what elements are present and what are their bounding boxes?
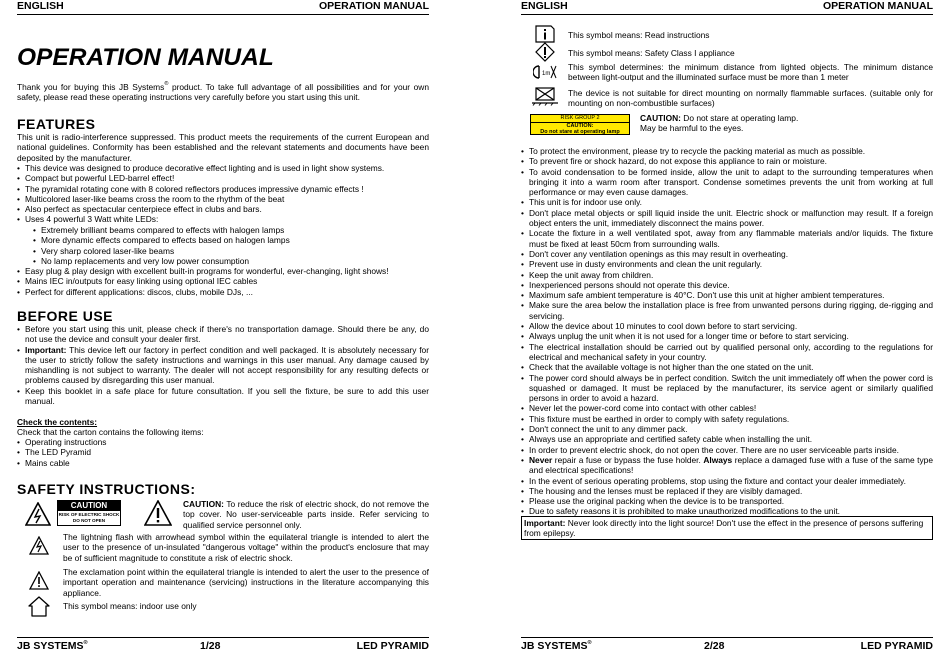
check-contents-list bbox=[17, 437, 429, 468]
list-item: • This fixture must be earthed in order to comply with safety regulations. bbox=[521, 414, 933, 424]
list-item: • Make sure the area below the installation place is free from unwanted persons during rigging, de-rigging and servicing. bbox=[521, 300, 933, 321]
check-contents-heading: Check the contents: bbox=[17, 417, 98, 427]
before-use-list bbox=[17, 324, 429, 406]
list-item: • Perfect for different applications: discos, clubs, mobile DJs, ... bbox=[17, 287, 429, 297]
exclamation-text: The exclamation point within the equilateral triangle is intended to alert the user to the presence of important operation and maintenance (servicing) instructions in the literature accompanying this appliance. bbox=[63, 567, 429, 598]
list-item: • Also perfect as spectacular centerpiece effect in clubs and bars. bbox=[17, 204, 429, 214]
before-use-heading: BEFORE USE bbox=[17, 308, 114, 324]
list-item: • Locate the fixture in a well ventilated spot, away from any flammable materials and/or liquids. The fixture must be fixed at least 50cm from surrounding walls. bbox=[521, 228, 933, 249]
features-sublist bbox=[17, 225, 429, 266]
intro-paragraph: Thank you for buying this JB Systems® product. To take full advantage of all possibilities and for your own safety, please read these operating instructions very carefully before you start using this unit. bbox=[17, 81, 429, 103]
footer-page-number: 2/28 bbox=[704, 640, 725, 652]
list-item: • Keep this booklet in a safe place for future consultation. If you sell the fixture, be sure to add this user manual. bbox=[17, 386, 429, 407]
svg-text:1m: 1m bbox=[542, 71, 551, 77]
left-page bbox=[17, 0, 429, 654]
list-item: • Easy plug & play design with excellent built-in programs for wonderful, ever-changing, light shows! bbox=[17, 266, 429, 276]
list-item: • Prevent use in dusty environments and clean the unit regularly. bbox=[521, 259, 933, 269]
page-footer bbox=[521, 637, 933, 653]
list-item: • Don't connect the unit to any dimmer pack. bbox=[521, 424, 933, 434]
features-heading: FEATURES bbox=[17, 116, 96, 132]
features-list bbox=[17, 163, 429, 225]
list-item: • No lamp replacements and very low power consumption bbox=[33, 256, 429, 266]
list-item: • Important: This device left our factory in perfect condition and well packaged. It is absolutely necessary for the user to strictly follow the safety instructions and warnings in this user manual. Any damage caused by mishandling is not subject to warranty. The dealer will not accept responsibility for any resulting defects or problems caused by disregarding this user manual. bbox=[17, 345, 429, 386]
list-item: • Mains cable bbox=[17, 458, 429, 468]
list-item: • To avoid condensation to be formed inside, allow the unit to adapt to the surrounding temperatures when bringing it into a warm room after transport. Condense sometimes prevents the unit from working at full performance or may even cause damages. bbox=[521, 167, 933, 198]
list-item: • Never repair a fuse or bypass the fuse holder. Always replace a damaged fuse with a fuse of the same type and electrical specifications! bbox=[521, 455, 933, 476]
list-item: • Mains IEC in/outputs for easy linking using optional IEC cables bbox=[17, 276, 429, 286]
right-page bbox=[521, 0, 933, 654]
safety-class-text: This symbol means: Safety Class I appliance bbox=[568, 48, 735, 58]
features-intro: This unit is radio-interference suppressed. This product meets the requirements of the current European and national guidelines. Conformity has been established and the relevant statements and documents have been deposited by the manufacturer. bbox=[17, 132, 429, 163]
list-item: • Maximum safe ambient temperature is 40°C. Don't use this unit at higher ambient temperatures. bbox=[521, 290, 933, 300]
features-list-more bbox=[17, 266, 429, 297]
safety-class-i-icon bbox=[535, 42, 555, 62]
list-item: • To protect the environment, please try to recycle the packing material as much as possible. bbox=[521, 146, 933, 156]
page-header bbox=[17, 1, 429, 15]
flammable-surface-text: The device is not suitable for direct mounting on normally flammable surfaces. (suitable only for mounting on non-combustible surfaces) bbox=[568, 88, 933, 109]
list-item: • Don't place metal objects or spill liquid inside the unit. Electric shock or malfunction may result. If a foreign object enters the unit, immediately disconnect the mains power. bbox=[521, 208, 933, 229]
indoor-use-text: This symbol means: indoor use only bbox=[63, 601, 197, 611]
page-header bbox=[521, 1, 933, 15]
list-item: • More dynamic effects compared to effects based on halogen lamps bbox=[33, 235, 429, 245]
list-item: • Extremely brilliant beams compared to effects with halogen lamps bbox=[33, 225, 429, 235]
list-item: • In order to prevent electric shock, do not open the cover. There are no user serviceable parts inside. bbox=[521, 445, 933, 455]
list-item: • The LED Pyramid bbox=[17, 447, 429, 457]
risk-group-label: RISK GROUP 2 CAUTION: Do not stare at operating lamp bbox=[530, 114, 630, 135]
list-item: • Very sharp colored laser-like beams bbox=[33, 246, 429, 256]
footer-page-number: 1/28 bbox=[200, 640, 221, 652]
list-item: • Compact but powerful LED-barrel effect! bbox=[17, 173, 429, 183]
list-item: • The electrical installation should be carried out by qualified personal only, according to the regulations for electrical and mechanical safety in your country. bbox=[521, 342, 933, 363]
exclamation-warning-icon bbox=[144, 500, 172, 526]
safety-heading: SAFETY INSTRUCTIONS: bbox=[17, 481, 196, 497]
header-language: ENGLISH bbox=[521, 0, 568, 12]
indoor-use-house-icon bbox=[28, 596, 50, 617]
list-item: • In the event of serious operating problems, stop using the fixture and contact your dealer immediately. bbox=[521, 476, 933, 486]
list-item: • The housing and the lenses must be replaced if they are visibly damaged. bbox=[521, 486, 933, 496]
lightning-flash-text: The lightning flash with arrowhead symbol within the equilateral triangle is intended to alert the user to the presence of un-insulated "dangerous voltage" within the product's enclosure that may be of sufficient magnitude to constitute a risk of electric shock. bbox=[63, 532, 429, 563]
list-item: • Multicolored laser-like beams cross the room to the rhythm of the beat bbox=[17, 194, 429, 204]
electric-shock-warning-icon bbox=[25, 502, 51, 526]
list-item: • Don't cover any ventilation openings as this may result in overheating. bbox=[521, 249, 933, 259]
read-instructions-icon bbox=[535, 25, 555, 43]
list-item: • The pyramidal rotating cone with 8 colored reflectors produces impressive dynamic effects ! bbox=[17, 184, 429, 194]
list-item: • Always use an appropriate and certified safety cable when installing the unit. bbox=[521, 434, 933, 444]
check-contents-intro: Check that the carton contains the following items: bbox=[17, 427, 204, 437]
safety-rules-list bbox=[521, 146, 933, 517]
exclamation-triangle-icon bbox=[29, 571, 49, 590]
minimum-distance-icon bbox=[533, 63, 559, 81]
list-item: • Never let the power-cord come into contact with other cables! bbox=[521, 403, 933, 413]
list-item: • This unit is for indoor use only. bbox=[521, 197, 933, 207]
important-notice-box: Important: Never look directly into the light source! Don't use the effect in the presence of persons suffering from epilepsy. bbox=[521, 516, 933, 540]
list-item: • To prevent fire or shock hazard, do not expose this appliance to rain or moisture. bbox=[521, 156, 933, 166]
list-item: • Keep the unit away from children. bbox=[521, 270, 933, 280]
header-title: OPERATION MANUAL bbox=[318, 0, 429, 12]
caution-label-box: CAUTION RISK OF ELECTRIC SHOCK DO NOT OPEN bbox=[57, 500, 121, 526]
minimum-distance-text: This symbol determines: the minimum distance from lighted objects. The minimum distance between light-output and the illuminated surface must be more than 1 meter bbox=[568, 62, 933, 83]
list-item: • Always unplug the unit when it is not used for a longer time or before to start servicing. bbox=[521, 331, 933, 341]
caution-text: CAUTION: To reduce the risk of electric shock, do not remove the top cover. No user-serviceable parts inside. Refer servicing to qualified service personnel only. bbox=[183, 499, 429, 530]
list-item: • Allow the device about 10 minutes to cool down before to start servicing. bbox=[521, 321, 933, 331]
header-language: ENGLISH bbox=[17, 0, 64, 12]
list-item: • The power cord should always be in perfect condition. Switch the unit immediately off when the power cord is squashed or damaged. It must be replaced by the manufacturer, its service agent or similarly qualified persons in order to avoid a hazard. bbox=[521, 373, 933, 404]
list-item: • Uses 4 powerful 3 Watt white LEDs: bbox=[17, 214, 429, 224]
list-item: • Before you start using this unit, please check if there's no transportation damage. Should there be any, do not use the device and consult your dealer first. bbox=[17, 324, 429, 345]
list-item: • Please use the original packing when the device is to be transported. bbox=[521, 496, 933, 506]
footer-model: LED PYRAMID bbox=[860, 640, 933, 652]
page-footer bbox=[17, 637, 429, 653]
risk-group-text: CAUTION: Do not stare at operating lamp. May be harmful to the eyes. bbox=[640, 113, 799, 134]
list-item: • Due to safety reasons it is prohibited to make unauthorized modifications to the unit. bbox=[521, 506, 933, 516]
footer-brand: JB SYSTEMS® bbox=[17, 640, 88, 652]
footer-model: LED PYRAMID bbox=[356, 640, 429, 652]
read-instructions-text: This symbol means: Read instructions bbox=[568, 30, 710, 40]
footer-brand: JB SYSTEMS® bbox=[521, 640, 592, 652]
list-item: • Operating instructions bbox=[17, 437, 429, 447]
lightning-flash-icon bbox=[29, 536, 49, 555]
main-title: OPERATION MANUAL bbox=[17, 44, 274, 71]
list-item: • Check that the available voltage is not higher than the one stated on the unit. bbox=[521, 362, 933, 372]
list-item: • This device was designed to produce decorative effect lighting and is used in light show systems. bbox=[17, 163, 429, 173]
header-title: OPERATION MANUAL bbox=[822, 0, 933, 12]
flammable-surface-icon bbox=[531, 84, 559, 106]
list-item: • Inexperienced persons should not operate this device. bbox=[521, 280, 933, 290]
